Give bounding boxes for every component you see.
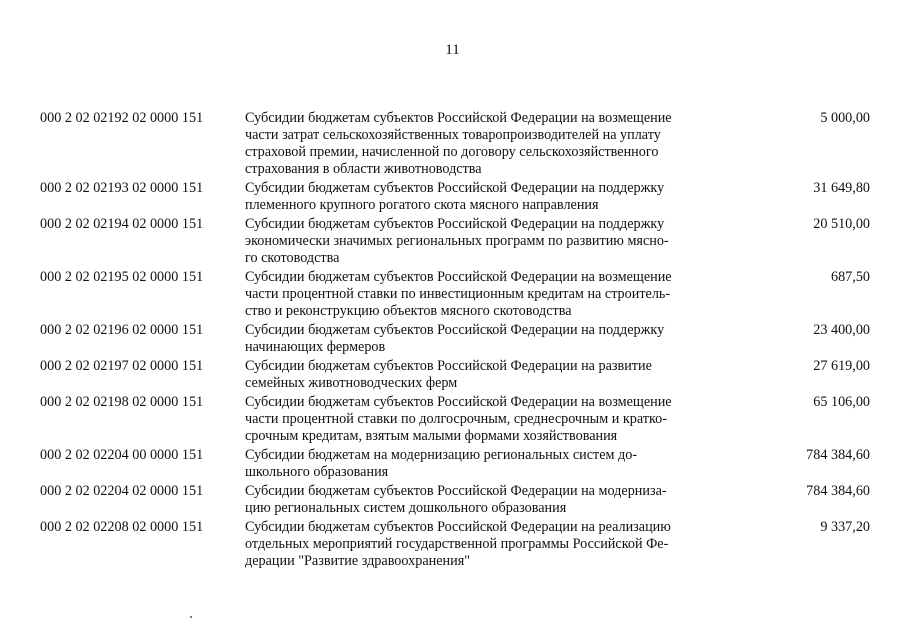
budget-description bbox=[245, 519, 710, 570]
description-line: Субсидии бюджетам субъектов Российской Федерации на возмещение bbox=[245, 110, 672, 126]
budget-table bbox=[40, 110, 870, 572]
description-line: семейных животноводческих ферм bbox=[245, 375, 458, 391]
table-row bbox=[40, 180, 870, 214]
budget-code: 000 2 02 02208 02 0000 151 bbox=[40, 519, 204, 535]
budget-code: 000 2 02 02204 00 0000 151 bbox=[40, 447, 204, 463]
budget-description bbox=[245, 447, 710, 481]
budget-description bbox=[245, 269, 710, 320]
budget-code: 000 2 02 02196 02 0000 151 bbox=[40, 322, 204, 338]
description-line: племенного крупного рогатого скота мясного направления bbox=[245, 197, 599, 213]
table-row bbox=[40, 269, 870, 320]
budget-description bbox=[245, 322, 710, 356]
description-line: ство и реконструкцию объектов мясного скотоводства bbox=[245, 303, 572, 319]
description-line: Субсидии бюджетам субъектов Российской Федерации на поддержку bbox=[245, 180, 665, 196]
budget-description bbox=[245, 483, 710, 517]
description-line: начинающих фермеров bbox=[245, 339, 386, 355]
description-line: части процентной ставки по долгосрочным, среднесрочным и кратко- bbox=[245, 411, 667, 427]
description-line: Субсидии бюджетам субъектов Российской Федерации на возмещение bbox=[245, 269, 672, 285]
description-line: школьного образования bbox=[245, 464, 389, 480]
description-line: страховой премии, начисленной по договору сельскохозяйственного bbox=[245, 144, 659, 160]
table-row bbox=[40, 394, 870, 445]
budget-code: 000 2 02 02192 02 0000 151 bbox=[40, 110, 204, 126]
budget-amount: 65 106,00 bbox=[813, 394, 870, 410]
budget-description bbox=[245, 180, 710, 214]
description-line: части затрат сельскохозяйственных товаропроизводителей на уплату bbox=[245, 127, 661, 143]
table-row bbox=[40, 483, 870, 517]
description-line: страхования в области животноводства bbox=[245, 161, 482, 177]
description-line: экономически значимых региональных программ по развитию мясно- bbox=[245, 233, 669, 249]
description-line: го скотоводства bbox=[245, 250, 340, 266]
budget-description bbox=[245, 358, 710, 392]
table-row bbox=[40, 216, 870, 267]
budget-amount: 5 000,00 bbox=[820, 110, 870, 126]
budget-amount: 9 337,20 bbox=[820, 519, 870, 535]
budget-amount: 27 619,00 bbox=[813, 358, 870, 374]
budget-amount: 784 384,60 bbox=[806, 447, 870, 463]
table-row bbox=[40, 358, 870, 392]
budget-amount: 23 400,00 bbox=[813, 322, 870, 338]
description-line: Субсидии бюджетам субъектов Российской Федерации на поддержку bbox=[245, 322, 665, 338]
description-line: Субсидии бюджетам субъектов Российской Федерации на реализацию bbox=[245, 519, 671, 535]
description-line: Субсидии бюджетам субъектов Российской Федерации на возмещение bbox=[245, 394, 672, 410]
budget-amount: 31 649,80 bbox=[813, 180, 870, 196]
page-number: 11 bbox=[445, 42, 460, 58]
budget-description bbox=[245, 216, 710, 267]
description-line: Субсидии бюджетам субъектов Российской Федерации на поддержку bbox=[245, 216, 665, 232]
description-line: Субсидии бюджетам субъектов Российской Федерации на модерниза- bbox=[245, 483, 667, 499]
description-line: срочным кредитам, взятым малыми формами хозяйствования bbox=[245, 428, 618, 444]
budget-code: 000 2 02 02193 02 0000 151 bbox=[40, 180, 204, 196]
description-line: части процентной ставки по инвестиционным кредитам на строитель- bbox=[245, 286, 671, 302]
table-row bbox=[40, 110, 870, 178]
budget-amount: 687,50 bbox=[830, 269, 870, 285]
description-line: отдельных мероприятий государственной программы Российской Фе- bbox=[245, 536, 669, 552]
budget-code: 000 2 02 02197 02 0000 151 bbox=[40, 358, 204, 374]
budget-code: 000 2 02 02198 02 0000 151 bbox=[40, 394, 204, 410]
table-row bbox=[40, 322, 870, 356]
description-line: Субсидии бюджетам субъектов Российской Федерации на развитие bbox=[245, 358, 652, 374]
budget-description bbox=[245, 394, 710, 445]
budget-code: 000 2 02 02194 02 0000 151 bbox=[40, 216, 204, 232]
budget-amount: 784 384,60 bbox=[806, 483, 870, 499]
budget-code: 000 2 02 02204 02 0000 151 bbox=[40, 483, 204, 499]
budget-description bbox=[245, 110, 710, 178]
description-line: цию региональных систем дошкольного образования bbox=[245, 500, 567, 516]
table-row bbox=[40, 519, 870, 570]
budget-code: 000 2 02 02195 02 0000 151 bbox=[40, 269, 204, 285]
scan-artifact-dot bbox=[190, 616, 192, 618]
budget-amount: 20 510,00 bbox=[813, 216, 870, 232]
description-line: Субсидии бюджетам на модернизацию региональных систем до- bbox=[245, 447, 638, 463]
table-row bbox=[40, 447, 870, 481]
description-line: дерации "Развитие здравоохранения" bbox=[245, 553, 471, 569]
